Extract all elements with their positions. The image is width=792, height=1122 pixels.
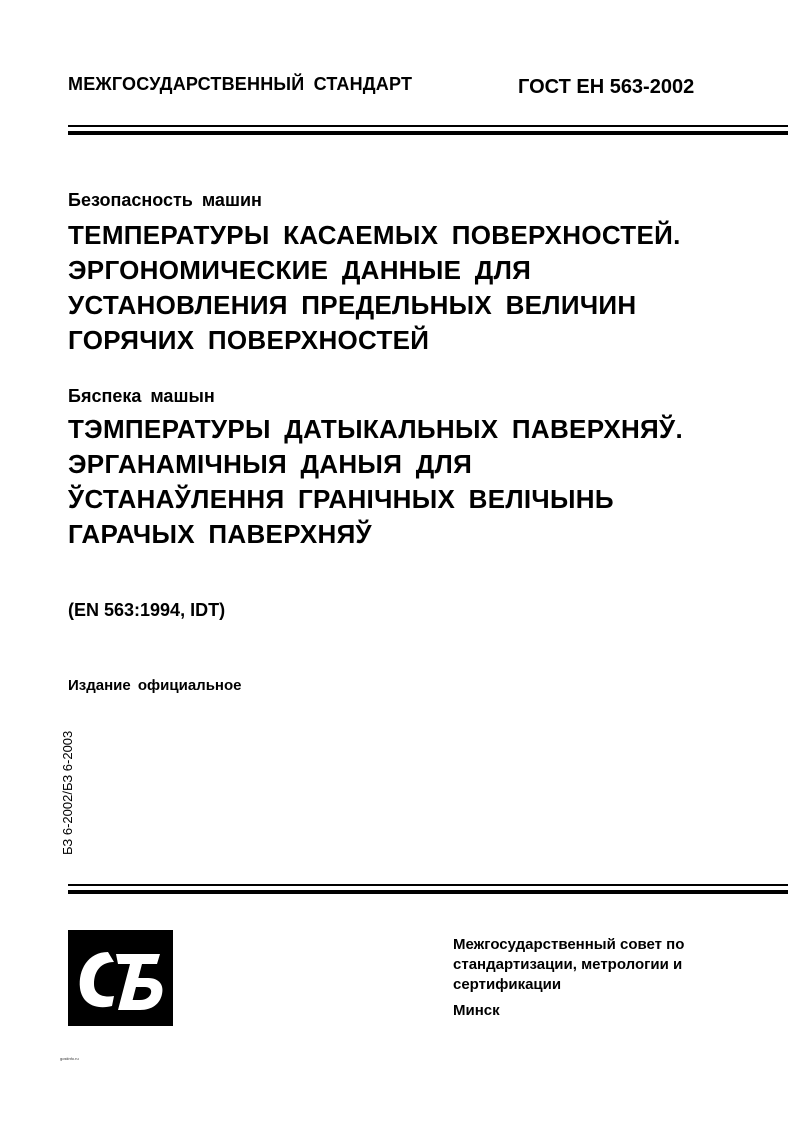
side-code: БЗ 6-2002/БЗ 6-2003 [60,730,75,855]
publisher-org-line: Межгосударственный совет по [453,936,685,953]
russian-title-line: ЭРГОНОМИЧЕСКИЕ ДАННЫЕ ДЛЯ [68,255,532,285]
publisher-org-line: стандартизации, метрологии и [453,956,683,973]
russian-title-line: ТЕМПЕРАТУРЫ КАСАЕМЫХ ПОВЕРХНОСТЕЙ. [68,220,681,250]
russian-title-line: ГОРЯЧИХ ПОВЕРХНОСТЕЙ [68,325,430,355]
russian-title [68,218,681,358]
belarusian-title-line: ГАРАЧЫХ ПАВЕРХНЯЎ [68,519,373,549]
footer-rule-thin [68,884,788,886]
belarusian-title [68,412,683,552]
standard-type: МЕЖГОСУДАРСТВЕННЫЙ СТАНДАРТ [68,74,413,94]
russian-title-line: УСТАНОВЛЕНИЯ ПРЕДЕЛЬНЫХ ВЕЛИЧИН [68,290,637,320]
standard-number: ГОСТ ЕН 563-2002 [518,76,695,98]
publisher-logo-icon [68,930,173,1026]
en-reference: (EN 563:1994, IDT) [68,600,226,620]
belarusian-title-line: ЭРГАНАМІЧНЫЯ ДАНЫЯ ДЛЯ [68,449,473,479]
belarusian-title-line: ЎСТАНАЎЛЕННЯ ГРАНІЧНЫХ ВЕЛІЧЫНЬ [68,484,614,514]
edition-label: Издание официальное [68,677,242,694]
publisher-org-line: сертификации [453,976,562,993]
header-rule-thick [68,131,788,135]
belarusian-title-line: ТЭМПЕРАТУРЫ ДАТЫКАЛЬНЫХ ПАВЕРХНЯЎ. [68,414,684,444]
footer-note: gostinfo.ru [60,1056,79,1061]
belarusian-subtitle: Бяспека машын [68,386,215,406]
publisher-organization [453,935,684,995]
russian-subtitle: Безопасность машин [68,190,262,210]
publisher-city: Минск [453,1002,500,1019]
header-rule-thin [68,125,788,127]
footer-rule-thick [68,890,788,894]
